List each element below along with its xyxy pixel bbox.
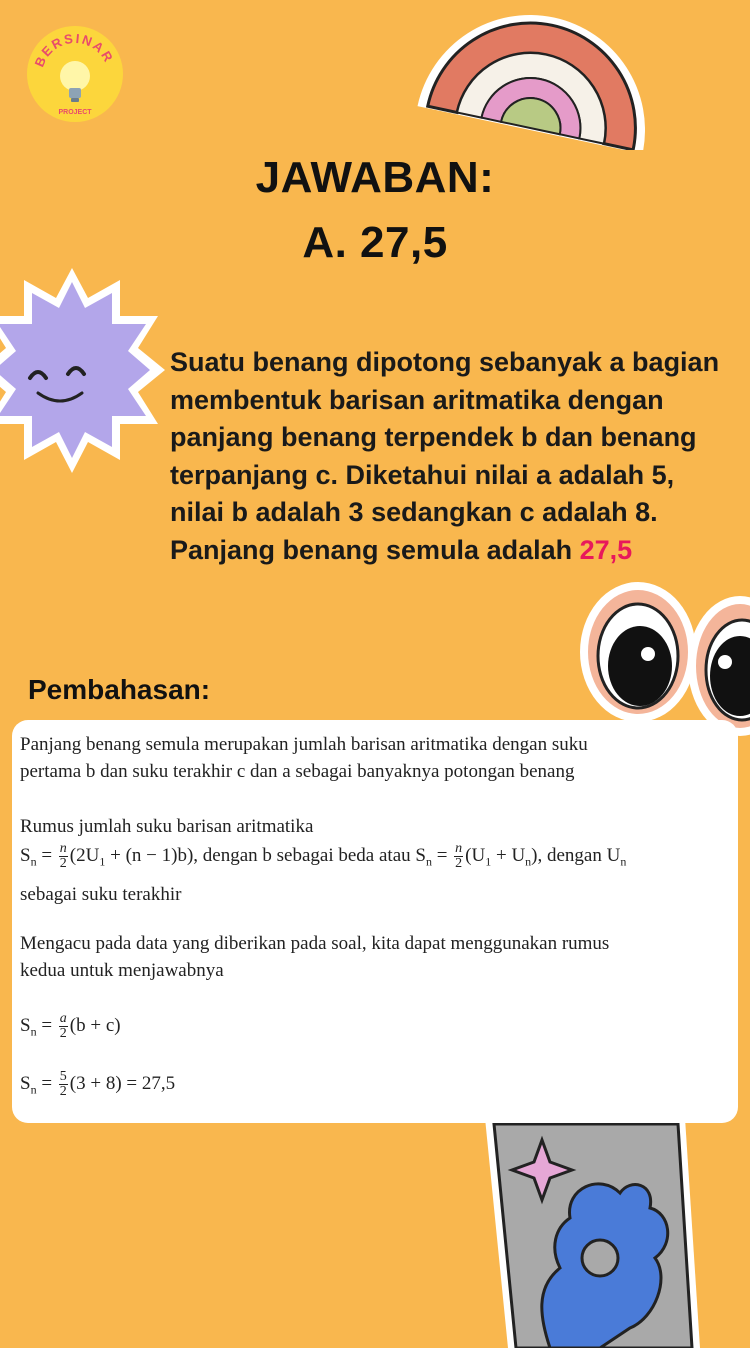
question-body: Suatu benang dipotong sebanyak a bagian membentuk barisan aritmatika dengan panjang benang terpendek b dan benang terpanjang c. Diketahui nilai a adalah 5, nilai b adalah 3 sedangkan c adalah 8. Panjang benang semula adalah (170, 347, 720, 565)
explanation-card (12, 720, 738, 1123)
formula-sum: $S_n$ = $\frac{n}{2}$ $(2U_1 + (n - 1)b)$, dengan b sebagai beda atau $S_n$ = $\frac{n}{2}$ $(U_1 + U_n)$, dengan $U_n$ (20, 841, 627, 871)
cartoon-eyes-sticker (580, 580, 750, 740)
answer-highlight: 27,5 (579, 534, 633, 565)
question-text (170, 344, 730, 569)
svg-text:PROJECT: PROJECT (58, 109, 92, 116)
explanation-line: Mengacu pada data yang diberikan pada soal, kita dapat menggunakan rumus (20, 933, 610, 954)
pembahasan-title: Pembahasan: (28, 674, 211, 705)
explanation-line: Rumus jumlah suku barisan aritmatika (20, 816, 314, 837)
formula-result: $S_n$ = $\frac{5}{2}$ (3 + 8) = 27,5 (20, 1069, 176, 1099)
answer-heading: JAWABAN: (255, 153, 495, 202)
ok-hand-sticker (480, 1118, 705, 1348)
bersinar-project-logo (24, 24, 126, 124)
explanation-line: kedua untuk menjawabnya (20, 960, 224, 981)
answer-choice: A. 27,5 (302, 218, 448, 267)
formula-step: $S_n$ = $\frac{a}{2}$ (b + c) (20, 1011, 121, 1041)
rainbow-sticker (395, 0, 665, 150)
explanation-line: Panjang benang semula merupakan jumlah barisan aritmatika dengan suku (20, 734, 588, 755)
smiling-sun-sticker (0, 268, 165, 473)
svg-text:BERSINAR: BERSINAR (31, 30, 117, 70)
explanation-line: pertama b dan suku terakhir c dan a sebagai banyaknya potongan benang (20, 761, 575, 782)
explanation-line: sebagai suku terakhir (20, 884, 182, 905)
